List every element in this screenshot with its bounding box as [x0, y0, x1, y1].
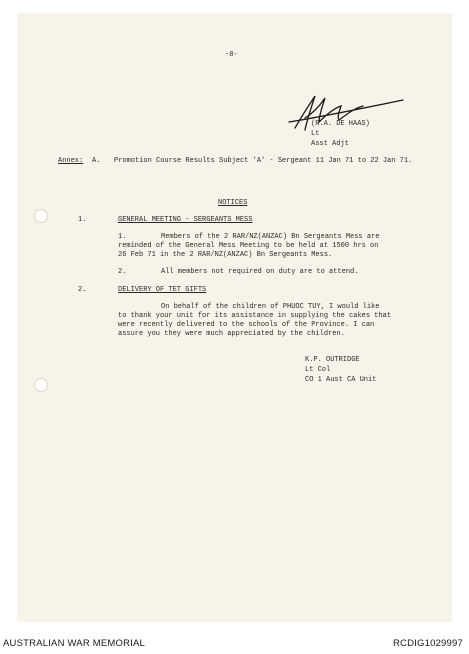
footer-institution: AUSTRALIAN WAR MEMORIAL — [3, 638, 146, 649]
punch-hole-top — [34, 209, 48, 223]
page-number: -8- — [225, 51, 238, 59]
signatory-name: (R.A. DE HAAS) — [311, 120, 370, 128]
notice-1-para-1-line: reminded of the General Mess Meeting to be held at 1500 hrs on — [118, 242, 379, 250]
notice-1-number: 1. — [78, 216, 87, 224]
notice-2-line: were recently delivered to the schools of the Province. I can — [118, 321, 375, 329]
notice-2-line: assure you they were much appreciated by the children. — [118, 330, 345, 338]
notice-2-line: On behalf of the children of PHUOC TUY, I would like — [161, 303, 380, 311]
notice-1-title: GENERAL MEETING - SERGEANTS MESS — [118, 216, 253, 224]
notice-1-para-1-line: 26 Feb 71 in the 2 RAR/NZ(ANZAC) Bn Sergeants Mess. — [118, 251, 333, 259]
footer-record-id: RCDIG1029997 — [393, 638, 463, 649]
notice-2-line: to thank your unit for its assistance in supplying the cakes that — [118, 312, 392, 320]
signoff-rank: Lt Col — [305, 366, 331, 374]
annex-label: Annex: — [58, 157, 84, 165]
notice-1-para-2-line: All members not required on duty are to attend. — [161, 268, 359, 276]
signatory-rank: Lt — [311, 130, 320, 138]
notice-1-para-2-number: 2. — [118, 268, 127, 276]
notice-1-para-1-line: Members of the 2 RAR/NZ(ANZAC) Bn Sergeants Mess are — [161, 233, 380, 241]
notice-1-para-1-number: 1. — [118, 233, 127, 241]
punch-hole-bottom — [34, 378, 48, 392]
annex-item: A. — [92, 157, 101, 165]
notice-2-title: DELIVERY OF TET GIFTS — [118, 286, 207, 294]
annex-text: Promotion Course Results Subject 'A' - Sergeant 11 Jan 71 to 22 Jan 71. — [114, 157, 413, 165]
signoff-unit: CO 1 Aust CA Unit — [305, 376, 377, 384]
notice-2-number: 2. — [78, 286, 87, 294]
notices-heading: NOTICES — [218, 199, 248, 207]
signoff-name: K.P. OUTRIDGE — [305, 356, 360, 364]
signatory-appointment: Asst Adjt — [311, 140, 349, 148]
